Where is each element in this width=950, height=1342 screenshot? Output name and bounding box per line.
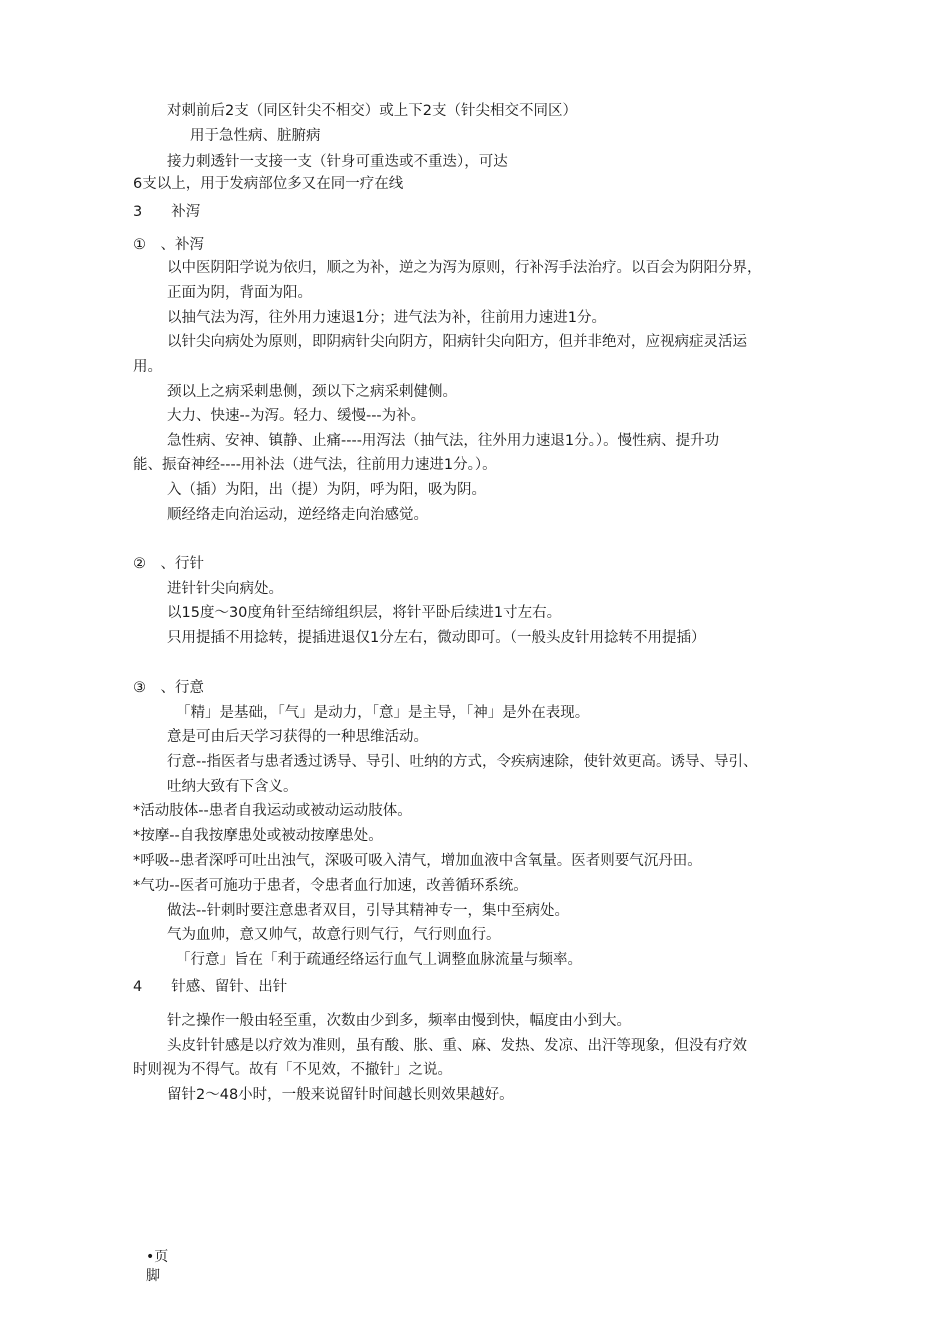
text-line: 只用提插不用捻转，提插进退仅1分左右，微动即可。（一般头皮针用捻转不用提插） <box>167 630 706 646</box>
text-line: 「行意」旨在「利于疏通经络运行血气丄调整血脉流量与频率。 <box>176 952 582 968</box>
section-heading: 3 补泻 <box>133 204 201 220</box>
bullet-line: *气功--医者可施功于患者，令患者血行加速，改善循环系统。 <box>133 878 528 894</box>
text-line: 针之操作一般由轻至重，次数由少到多，频率由慢到快，幅度由小到大。 <box>167 1013 631 1029</box>
footer-line: 脚 <box>146 1268 160 1284</box>
text-line: 以中医阴阳学说为依归，顺之为补，逆之为泻为原则，行补泻手法治疗。以百会为阴阳分界， <box>167 260 762 276</box>
bullet-line: *呼吸--患者深呼可吐出浊气，深吸可吸入清气，增加血液中含氧量。医者则要气沉丹田。 <box>133 853 702 869</box>
text-line: 「精」是基础，「气」是动力，「意」是主导，「神」是外在表现。 <box>176 705 590 721</box>
text-line: 急性病、安神、镇静、止痛----用泻法（抽气法，往外用力速退1分。）。慢性病、提升功 <box>167 433 720 449</box>
text-line: 对刺前后2支（同区针尖不相交）或上下2支（针尖相交不同区） <box>167 103 577 119</box>
subsection-heading: ① 、补泻 <box>133 237 204 253</box>
subsection-heading: ③ 、行意 <box>133 680 204 696</box>
text-line: 意是可由后天学习获得的一种思维活动。 <box>167 729 428 745</box>
text-line: 留针2〜48小时，一般来说留针时间越长则效果越好。 <box>167 1087 514 1103</box>
text-line: 顺经络走向治运动，逆经络走向治感觉。 <box>167 507 428 523</box>
text-line: 能、振奋神经----用补法（进气法，往前用力速进1分。）。 <box>133 457 497 473</box>
text-line: 行意--指医者与患者透过诱导、导引、吐纳的方式，令疾病速除，使针效更高。诱导、导引、 <box>167 754 758 770</box>
footer-line: •页 <box>146 1249 169 1265</box>
text-line: 接力刺透针一支接一支（针身可重迭或不重迭），可达 <box>167 154 508 170</box>
bullet-line: *活动肢体--患者自我运动或被动运动肢体。 <box>133 803 412 819</box>
text-line: 以15度〜30度角针至结缔组织层，将针平卧后续进1寸左右。 <box>167 605 562 621</box>
text-line: 入（插）为阳，出（提）为阴，呼为阳，吸为阴。 <box>167 482 486 498</box>
text-line: 气为血帅，意又帅气，故意行则气行，气行则血行。 <box>167 927 501 943</box>
text-line: 以抽气法为泻，往外用力速退1分；进气法为补，往前用力速进1分。 <box>167 310 606 326</box>
text-line: 正面为阴，背面为阳。 <box>167 285 312 301</box>
bullet-line: *按摩--自我按摩患处或被动按摩患处。 <box>133 828 383 844</box>
text-line: 用。 <box>133 359 162 375</box>
page-footer <box>146 1248 168 1286</box>
text-line: 以针尖向病处为原则，即阴病针尖向阴方，阳病针尖向阳方，但并非绝对，应视病症灵活运 <box>167 334 747 350</box>
text-line: 颈以上之病采剌患侧，颈以下之病采剌健侧。 <box>167 384 457 400</box>
subsection-heading: ② 、行针 <box>133 556 204 572</box>
text-line: 用于急性病、脏腑病 <box>190 128 321 144</box>
text-line: 6支以上，用于发病部位多又在同一疗在线 <box>133 176 404 192</box>
text-line: 时则视为不得气。故有「不见效，不撤针」之说。 <box>133 1062 452 1078</box>
section-heading: 4 针感、留针、出针 <box>133 979 288 995</box>
text-line: 大力、快速--为泻。轻力、缓慢---为补。 <box>167 408 426 424</box>
text-line: 进针针尖向病处。 <box>167 581 283 597</box>
text-line: 吐纳大致有下含义。 <box>167 779 298 795</box>
text-line: 做法--针刺时要注意患者双目，引导其精神专一，集中至病处。 <box>167 903 569 919</box>
text-line: 头皮针针感是以疗效为准则，虽有酸、胀、重、麻、发热、发凉、出汗等现象，但没有疗效 <box>167 1038 747 1054</box>
